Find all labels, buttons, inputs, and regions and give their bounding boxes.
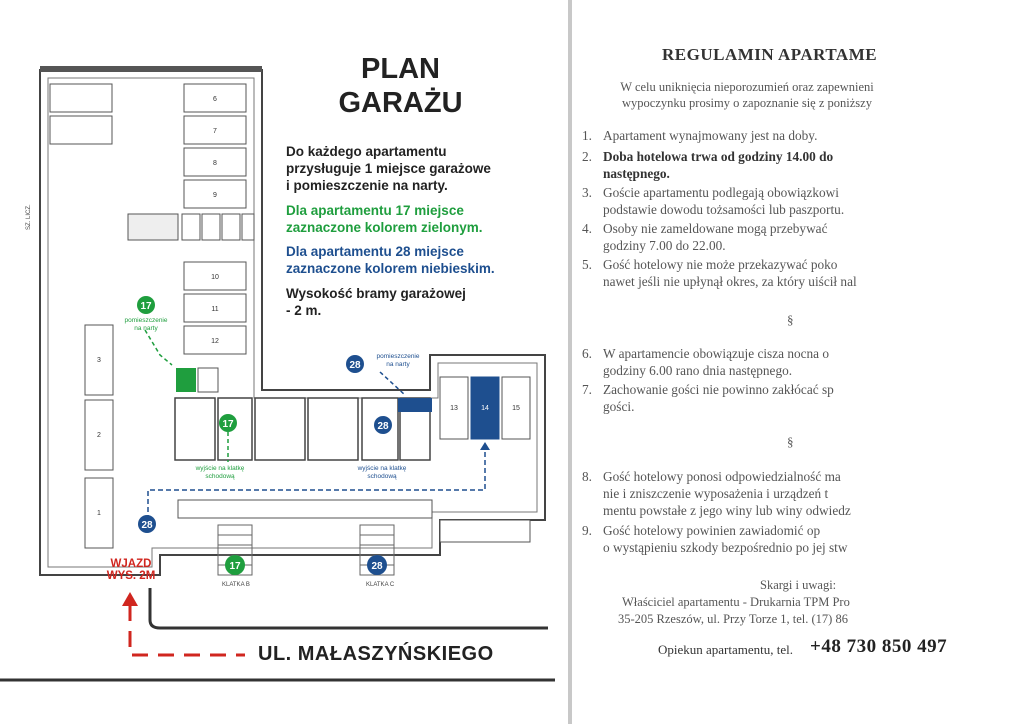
entrance-label [96, 558, 166, 582]
spot-12: 12 [211, 338, 219, 345]
entrance-arrow [122, 592, 138, 606]
spot-1: 1 [97, 510, 101, 517]
entrance-label-1: WJAZD [110, 558, 152, 570]
info-blue [286, 243, 495, 277]
info-height [286, 285, 466, 319]
green-route [145, 330, 172, 365]
spot-15: 15 [512, 405, 520, 412]
blue-arrow [480, 442, 490, 450]
svg-text:28: 28 [377, 421, 389, 432]
info-general-line3: i pomieszczenie na narty. [286, 178, 448, 193]
caretaker-phone: +48 730 850 497 [810, 636, 948, 657]
blue-ski-room [398, 398, 432, 412]
green-ski-room [176, 368, 196, 392]
plan-title [318, 52, 483, 120]
spot-13: 13 [450, 405, 458, 412]
info-green-line1: Dla apartamentu 17 miejsce [286, 203, 464, 218]
stair-exit-17-label-2: schodową [205, 473, 235, 480]
info-blue-line2: zaznaczone kolorem niebieskim. [286, 261, 495, 276]
info-green [286, 202, 483, 236]
stair-exit-17-label-1: wyjście na klatkę [195, 465, 245, 472]
storage-row [128, 214, 254, 240]
spot-6: 6 [213, 96, 217, 103]
stair-exit-28-label-1: wyjście na klatkę [357, 465, 407, 472]
svg-text:17: 17 [140, 301, 152, 312]
svg-text:17: 17 [229, 561, 241, 572]
ski-room-17-label-1: pomieszczenie [124, 317, 168, 324]
street-name: UL. MAŁASZYŃSKIEGO [258, 643, 494, 665]
svg-text:28: 28 [349, 360, 361, 371]
info-general [286, 143, 491, 194]
street-line-top [150, 588, 548, 628]
section-mark-2: § [787, 434, 794, 449]
complaints-label: Skargi i uwagi: [760, 578, 837, 592]
info-general-line2: przysługuje 1 miejsce garażowe [286, 161, 491, 176]
rooms-row [175, 398, 430, 460]
blue-route-2 [380, 372, 405, 395]
marker-28-top [346, 355, 364, 373]
ski-room-28-label-1: pomieszczenie [376, 353, 420, 360]
info-general-line1: Do każdego apartamentu [286, 144, 447, 159]
ski-room-17-label-2: na narty [134, 325, 158, 332]
svg-text:17: 17 [222, 419, 234, 430]
info-green-line2: zaznaczone kolorem zielonym. [286, 220, 483, 235]
marker-17-bottom [225, 555, 245, 575]
spot-2: 2 [97, 432, 101, 439]
caretaker-label: Opiekun apartamentu, tel. [658, 642, 794, 657]
section-mark-1: § [787, 312, 794, 327]
entrance-label-2: WYS. 2M [106, 570, 156, 582]
spot-11: 11 [211, 306, 219, 313]
info-height-line1: Wysokość bramy garażowej [286, 286, 466, 301]
stair-exit-28-label-2: schodową [367, 473, 397, 480]
spot-9: 9 [213, 192, 217, 199]
top-wall [40, 66, 262, 72]
entrance-route [130, 605, 245, 655]
stairwell-c-label: KLATKA C [366, 582, 395, 588]
side-label: SZ. LICZ. [26, 204, 32, 230]
parking-top-left [50, 84, 112, 144]
svg-text:28: 28 [141, 520, 153, 531]
rules-page: REGULAMIN APARTAME W celu uniknięcia nieporozumień oraz zapewnieni wypoczynku prosimy o zapoznanie się z poniższy 1. Apartament wynajmowany jest na doby. 2. Doba hotelowa trwa od godziny 14.00 do następnego. 3. Goście apartamentu podlegają obowiązkowi podstawie dowodu tożsamości lub paszportu. 4. Osoby nie zameldowane mogą przebywać godziny 7.00 do 22.00. 5. Gość hotelowy nie może przekazywać poko nawet jeśli nie upłynął okres, za który uiścił nal § 6. W apartamencie obowiązuje cisza nocna o godziny 6.00 rano dnia następnego. 7. Zachowanie gości nie powinno zakłócać sp gości. § 8. Gość hotelowy ponosi odpowiedzialność ma nie i zniszczenie wyposażenia i urządzeń t mentu powstałe z jego winy lub winy odwiedz 9. Gość hotelowy powinien zawiadomić op o wystąpieniu szkody bezpośrednio po jej stw Skargi i uwagi: Właściciel apartamentu - Drukarnia TPM Pro 35-205 Rzeszów, ul. Przy Torze 1, tel. (17) 86 Opiekun apartamentu, tel. +48 730 850 497 [572, 0, 1023, 724]
marker-28-stairs [374, 416, 392, 434]
stairwell-b-label: KLATKA B [222, 582, 250, 588]
spot-14: 14 [481, 405, 489, 412]
address-line: 35-205 Rzeszów, ul. Przy Torze 1, tel. (17) 86 [618, 612, 848, 626]
rules-title: REGULAMIN APARTAME [662, 45, 878, 64]
bottom-storage-strip [178, 500, 530, 542]
owner-line: Właściciel apartamentu - Drukarnia TPM Pro [622, 595, 850, 609]
ski-room-28-label-2: na narty [386, 361, 410, 368]
marker-17-stairs [219, 414, 237, 432]
plan-title-line1: PLAN [361, 53, 440, 85]
svg-text:28: 28 [371, 561, 383, 572]
marker-17-top [137, 296, 155, 314]
info-blue-line1: Dla apartamentu 28 miejsce [286, 244, 464, 259]
spot-7: 7 [213, 128, 217, 135]
spot-8: 8 [213, 160, 217, 167]
plan-title-line2: GARAŻU [338, 87, 463, 119]
rules-intro: W celu uniknięcia nieporozumień oraz zapewnieni wypoczynku prosimy o zapoznanie się z poniższy [620, 80, 874, 110]
info-height-line2: - 2 m. [286, 303, 322, 318]
marker-28-bottom [367, 555, 387, 575]
spot-10: 10 [211, 274, 219, 281]
marker-28-left [138, 515, 156, 533]
ski-room-neighbor [198, 368, 218, 392]
spot-3: 3 [97, 357, 101, 364]
